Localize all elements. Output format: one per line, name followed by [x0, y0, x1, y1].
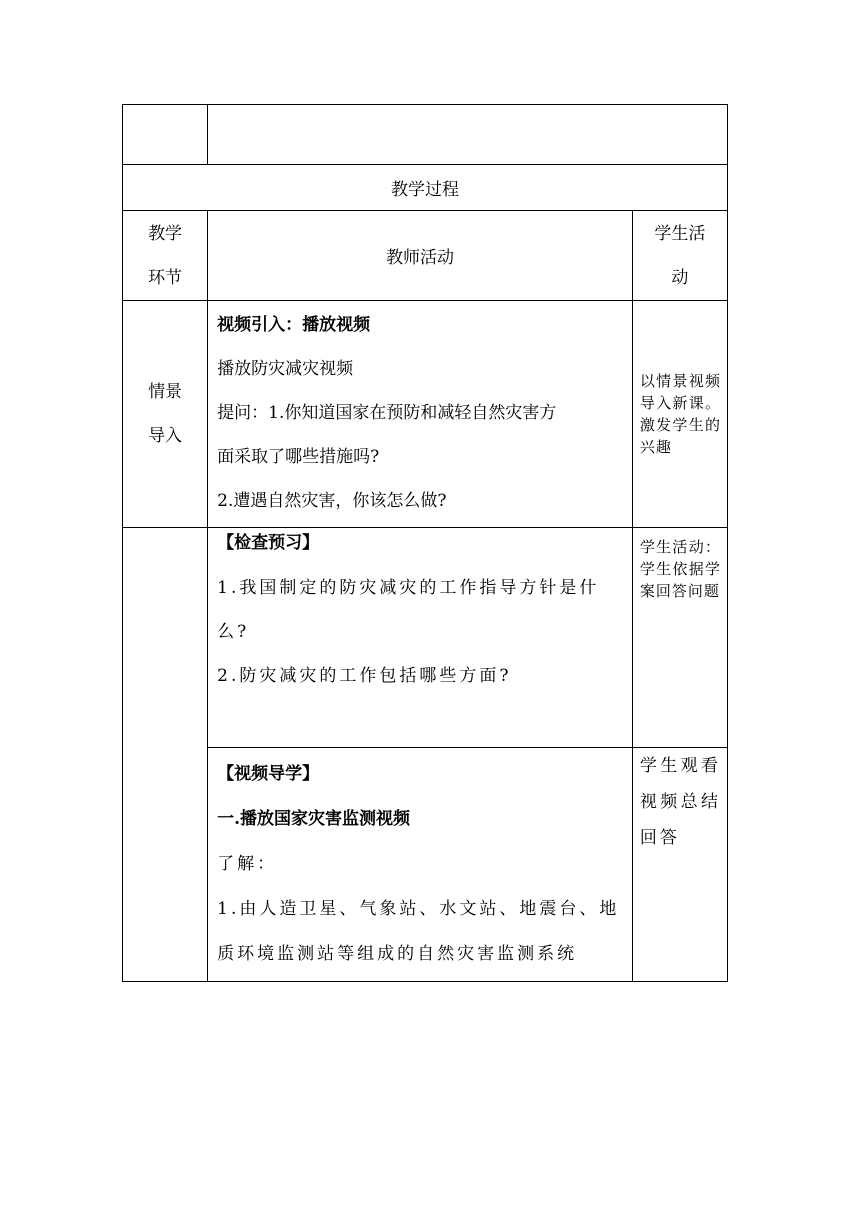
section-title-row [123, 165, 728, 211]
section-title: 教学过程 [123, 165, 728, 211]
intro-line: 2.遭遇自然灾害，你该怎么做? [217, 491, 447, 511]
video-subheading: 一.播放国家灾害监测视频 [217, 809, 411, 829]
intro-stage-cell [123, 301, 208, 528]
student-header-line2: 动 [671, 267, 689, 288]
top-empty-row [123, 105, 728, 165]
preview-row [123, 528, 728, 748]
merged-stage-cell [123, 528, 208, 982]
intro-student-cell: 以情景视频导入新课。激发学生的兴趣 [632, 301, 727, 528]
preview-teacher-cell [208, 528, 633, 748]
video-line: 质环境监测站等组成的自然灾害监测系统 [217, 944, 578, 964]
column-header-row [123, 211, 728, 301]
student-column-header [632, 211, 727, 301]
preview-heading: 【检查预习】 [217, 533, 320, 553]
video-heading: 【视频导学】 [217, 764, 320, 784]
empty-cell [208, 105, 728, 165]
stage-header-line1: 教学 [148, 223, 183, 244]
lesson-process-table [122, 104, 728, 982]
preview-question: 么? [217, 622, 250, 642]
teacher-column-header: 教师活动 [208, 211, 633, 301]
video-line: 了解： [217, 854, 278, 874]
preview-question: 1.我国制定的防灾减灾的工作指导方针是什 [217, 578, 600, 598]
video-student-cell: 学生观看视频总结回答 [632, 748, 727, 982]
student-header-line1: 学生活 [654, 223, 706, 244]
intro-line: 提问：1.你知道国家在预防和减轻自然灾害方 [217, 403, 557, 423]
stage-column-header [123, 211, 208, 301]
preview-student-cell: 学生活动：学生依据学案回答问题 [632, 528, 727, 748]
intro-row [123, 301, 728, 528]
video-line: 1.由人造卫星、气象站、水文站、地震台、地 [217, 899, 620, 919]
stage-header-line2: 环节 [148, 267, 183, 288]
video-teacher-cell [208, 748, 633, 982]
intro-stage-line1: 情景 [148, 382, 183, 402]
intro-stage-line2: 导入 [148, 426, 183, 446]
intro-line: 播放防灾减灾视频 [217, 359, 354, 379]
preview-question: 2.防灾减灾的工作包括哪些方面? [217, 666, 512, 686]
intro-heading: 视频引入：播放视频 [217, 315, 371, 335]
empty-cell [123, 105, 208, 165]
intro-teacher-cell [208, 301, 633, 528]
video-row [123, 748, 728, 982]
intro-line: 面采取了哪些措施吗? [217, 447, 380, 467]
